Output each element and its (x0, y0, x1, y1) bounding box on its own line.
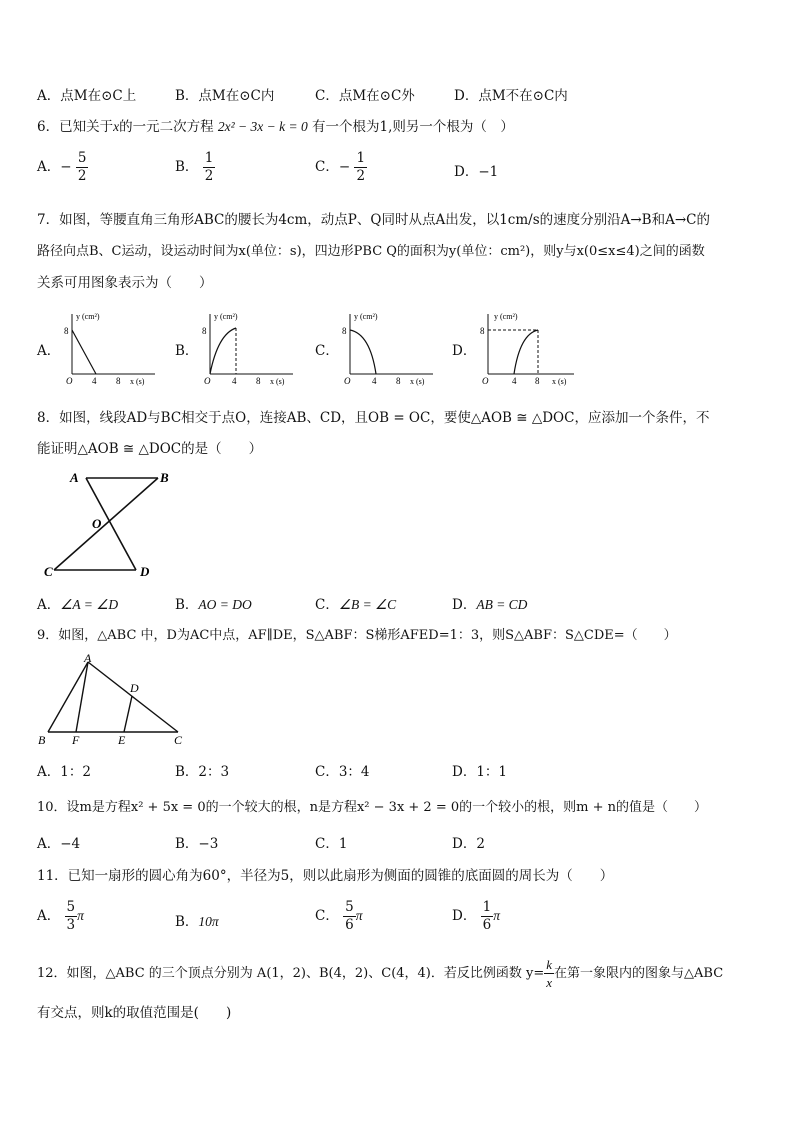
q9-line-1: 9．如图，△ABC 中，D为AC中点，AF∥DE，S△ABF：S梯形AFED=1：3，则S△ABF：S△CDE=（ ） (37, 628, 677, 643)
q8-option-b: B．AO = DO (175, 597, 252, 613)
svg-text:8: 8 (256, 376, 261, 386)
q11-line-1: 11．已知一扇形的圆心角为60°，半径为5，则以此扇形为侧面的圆锥的底面圆的周长为（ ） (37, 868, 614, 884)
q10-line-1: 10．设m是方程x² + 5x = 0的一个较大的根，n是方程x² − 3x + 2 = 0的一个较小的根，则m + n的值是（ ） (37, 800, 707, 815)
svg-text:y (cm²): y (cm²) (214, 312, 238, 321)
q10-option-b: B．−3 (175, 836, 219, 852)
q5-option-c: C．点M在⊙C外 (315, 88, 415, 104)
q8-line-2: 能证明△AOB ≅ △DOC的是（ ） (37, 441, 263, 457)
q9-option-b: B．2：3 (175, 764, 230, 780)
q12-line-2: 有交点，则k的取值范围是( ) (37, 1005, 232, 1021)
svg-text:8: 8 (116, 376, 121, 386)
svg-text:4: 4 (92, 376, 97, 386)
q7-graph-a (60, 308, 160, 386)
graph-d-curve (514, 330, 538, 374)
q8-option-d: D．AB = CD (452, 597, 528, 613)
q7-option-c-label: C． (315, 343, 339, 359)
q8-option-a: A．∠A = ∠D (37, 597, 119, 613)
svg-text:x (s): x (s) (270, 377, 285, 386)
svg-text:x (s): x (s) (552, 377, 567, 386)
q7-option-a-label: A． (37, 343, 61, 359)
svg-text:O: O (66, 376, 73, 386)
q6-option-d: D．−1 (454, 164, 499, 180)
svg-text:D: D (140, 564, 150, 579)
q9-option-c: C．3：4 (315, 764, 370, 780)
graph-a-line (72, 330, 96, 374)
q7-line-3: 关系可用图象表示为（ ） (37, 275, 213, 291)
q7-graph-b (198, 308, 298, 386)
graph-a-ylabel: y (cm²) (76, 312, 100, 321)
svg-text:O: O (344, 376, 351, 386)
svg-text:8: 8 (535, 376, 540, 386)
svg-text:A: A (84, 652, 92, 665)
svg-text:C: C (44, 564, 53, 579)
svg-text:B: B (38, 733, 46, 747)
svg-text:D: D (130, 681, 139, 695)
q5-option-b: B．点M在⊙C内 (175, 88, 275, 104)
svg-text:O: O (92, 516, 102, 531)
q10-option-a: A．−4 (37, 836, 81, 852)
q11-option-a: A． $\frac{5}{3}$ π (37, 899, 84, 933)
q8-option-c: C．∠B = ∠C (315, 597, 397, 613)
q9-option-a: A．1：2 (37, 764, 91, 780)
q7-graph-d (476, 308, 580, 386)
q6-option-a: A．− $\frac{5}{2}$ (37, 150, 87, 184)
q8-figure (36, 464, 186, 584)
svg-text:x (s): x (s) (410, 377, 425, 386)
q6-option-b: B． $\frac{1}{2}$ (175, 150, 214, 184)
q10-option-c: C．1 (315, 836, 348, 852)
q7-option-b-label: B． (175, 343, 199, 359)
q12-line-1: 12．如图，△ABC 的三个顶点分别为 A(1，2)、B(4，2)、C(4，4)．若反比例函数 y= $\frac{k}{x}$ 在第一象限内的图象与△ABC (37, 957, 724, 990)
svg-text:8: 8 (342, 326, 347, 336)
q11-option-d: D． $\frac{1}{6}$ π (452, 899, 500, 933)
svg-text:A: A (70, 470, 79, 485)
svg-text:8: 8 (396, 376, 401, 386)
svg-text:O: O (482, 376, 489, 386)
svg-text:y (cm²): y (cm²) (494, 312, 518, 321)
svg-text:x (s): x (s) (130, 377, 145, 386)
svg-text:4: 4 (512, 376, 517, 386)
q9-figure (36, 652, 186, 747)
q7-line-2: 路径向点B、C运动，设运动时间为x(单位：s)，四边形PBC Q的面积为y(单位：cm²)，则y与x(0≤x≤4)之间的函数 (37, 244, 705, 259)
graph-b-curve (210, 328, 236, 374)
graph-a-y8: 8 (64, 326, 69, 336)
q9-option-d: D．1：1 (452, 764, 508, 780)
q11-option-c: C． $\frac{5}{6}$ π (315, 899, 363, 933)
q7-option-d-label: D． (452, 343, 477, 359)
q8-line-1: 8．如图，线段AD与BC相交于点O，连接AB、CD，且OB = OC，要使△AOB ≅ △DOC，应添加一个条件，不 (37, 410, 710, 426)
q10-option-d: D．2 (452, 836, 485, 852)
svg-text:8: 8 (480, 326, 485, 336)
svg-text:O: O (204, 376, 211, 386)
graph-c-curve (350, 330, 376, 374)
svg-text:y (cm²): y (cm²) (354, 312, 378, 321)
q6-option-c: C．− $\frac{1}{2}$ (315, 150, 366, 184)
q11-option-b: B．10π (175, 914, 219, 930)
q5-option-a: A．点M在⊙C上 (37, 88, 137, 104)
svg-text:B: B (160, 470, 169, 485)
q7-graph-c (338, 308, 438, 386)
svg-text:4: 4 (232, 376, 237, 386)
svg-text:8: 8 (202, 326, 207, 336)
q5-option-d: D．点M不在⊙C内 (454, 88, 568, 104)
q7-line-1: 7．如图，等腰直角三角形ABC的腰长为4cm，动点P、Q同时从点A出发，以1cm/s的速度分别沿A→B和A→C的 (37, 212, 710, 228)
svg-text:E: E (118, 733, 126, 747)
svg-text:C: C (174, 733, 183, 747)
q6-stem: 6．已知关于x的一元二次方程 2x² − 3x − k = 0 有一个根为1,则另一个根为（ ） (37, 119, 514, 135)
svg-text:4: 4 (372, 376, 377, 386)
svg-text:F: F (72, 733, 80, 747)
